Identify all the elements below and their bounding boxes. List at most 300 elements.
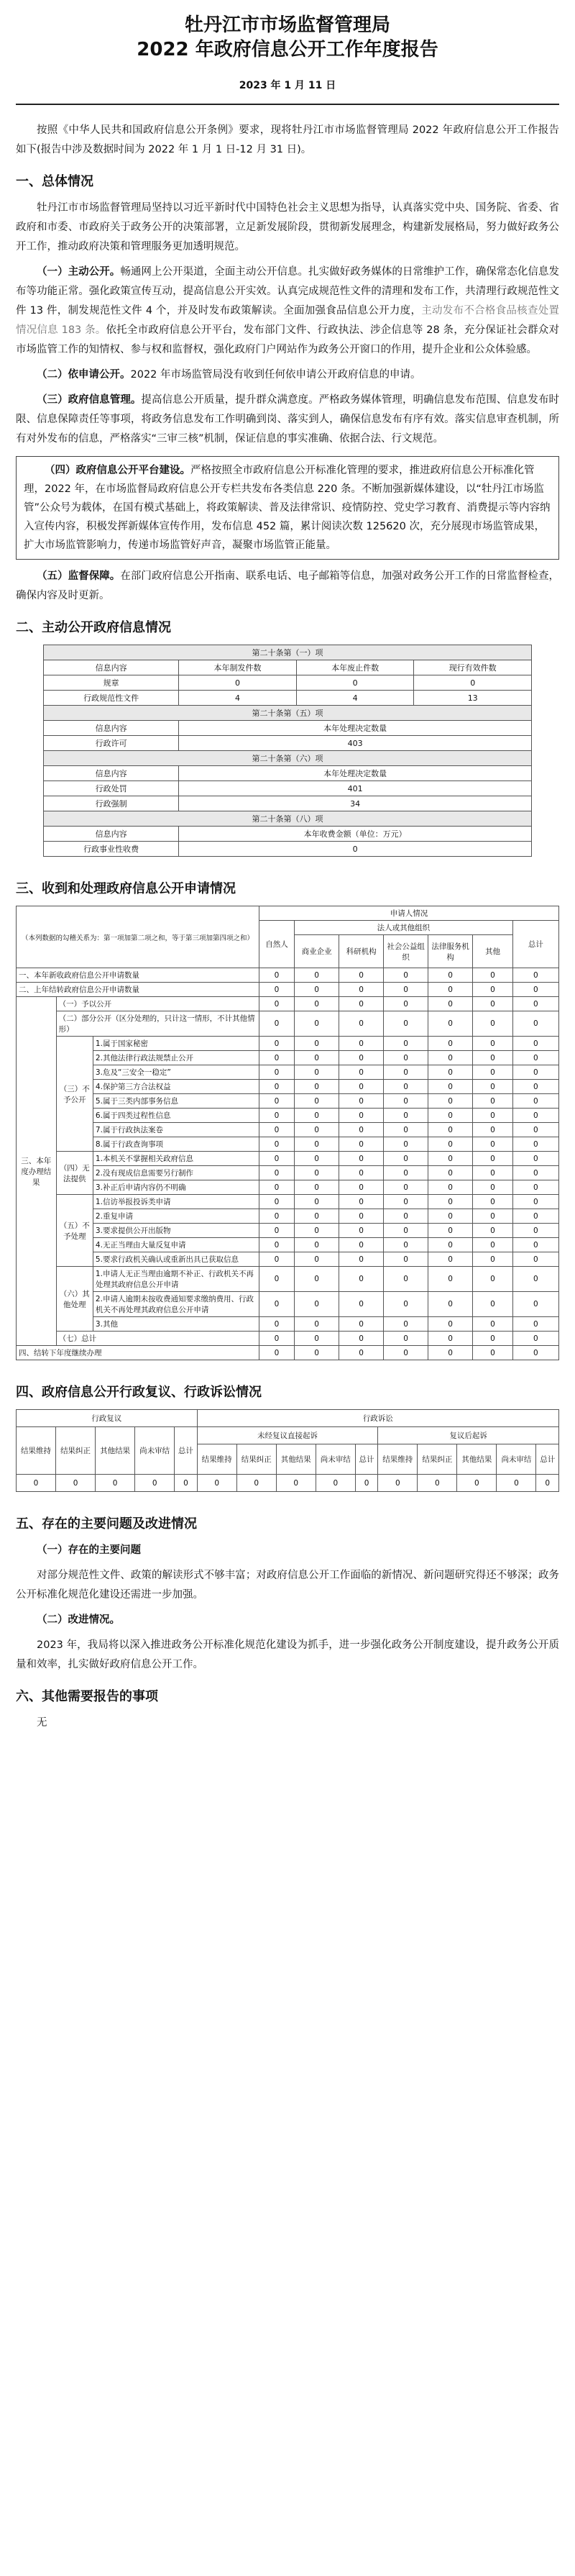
cell: 0 [295, 997, 339, 1011]
cell: 0 [259, 1152, 294, 1166]
cell: 0 [428, 1065, 473, 1080]
p2-text: 2022 年市场监管局没有收到任何依申请公开政府信息的申请。 [130, 369, 421, 381]
p1-gray: 主动发布不合格食品核查处置情况信息 183 条。 [16, 305, 560, 336]
p5-text: 在部门政府信息公开指南、联系电话、电子邮箱等信息，加强对政务公开工作的日常监督检查，确保内容及时更新。 [16, 570, 559, 601]
cell: 0 [259, 1252, 294, 1267]
cell: 0 [259, 1195, 294, 1209]
cell: 0 [197, 1475, 236, 1492]
col-total: 总计 [512, 921, 558, 968]
row-label: 2.重复申请 [93, 1209, 259, 1224]
cell: 0 [473, 1332, 513, 1346]
table-row [17, 1292, 559, 1317]
table-row [44, 796, 532, 811]
group-label-three: 三、本年度办理结果 [17, 997, 57, 1346]
row-label: 5.属于三类内部事务信息 [93, 1094, 259, 1109]
cell: 0 [473, 1166, 513, 1180]
cell: 0 [339, 1292, 384, 1317]
cell: 0 [56, 1475, 96, 1492]
p5-title: （五）监督保障。 [37, 570, 121, 582]
section4-heading: 四、政府信息公开行政复议、行政诉讼情况 [16, 1385, 262, 1400]
cell: 0 [473, 1037, 513, 1051]
cell: 0 [428, 1346, 473, 1360]
s5-sub1-text: 对部分规范性文件、政策的解读形式不够丰富；对政府信息公开工作面临的新情况、新问题研究得还不够深；政务公开标准化规范化建设还需进一步加强。 [16, 1570, 559, 1601]
row-label: 4.保护第三方合法权益 [93, 1080, 259, 1094]
cell: 0 [512, 983, 558, 997]
p1-text2: 依托全市政府信息公开平台，发布部门文件、行政执法、涉企信息等 28 条，充分保证社会群众对市场监管工作的知情权、参与权和监督权，强化政府门户网站作为政务公开窗口的作用，提升企业和公众体验感。 [16, 324, 559, 355]
row-label: 1.本机关不掌握相关政府信息 [93, 1152, 259, 1166]
col-header: 其他结果 [276, 1444, 316, 1475]
col-sub: 法律服务机构 [428, 935, 473, 968]
cell: 0 [384, 1238, 428, 1252]
cell: 0 [428, 1080, 473, 1094]
cell: 0 [428, 1224, 473, 1238]
cell: 0 [295, 1292, 339, 1317]
p2-title: （二）依申请公开。 [37, 369, 131, 381]
row-label: 8.属于行政查询事项 [93, 1137, 259, 1152]
cell: 0 [135, 1475, 175, 1492]
cell: 0 [339, 997, 384, 1011]
table-row [17, 1094, 559, 1109]
t1-header: 本年废止件数 [296, 660, 414, 675]
table-row [17, 1080, 559, 1094]
cell: 0 [295, 1267, 339, 1292]
cell: 0 [259, 1209, 294, 1224]
cell: 0 [428, 1252, 473, 1267]
cell: 0 [512, 1252, 558, 1267]
cell: 0 [295, 1011, 339, 1037]
cell: 0 [512, 1166, 558, 1180]
cell: 0 [473, 1011, 513, 1037]
cell: 4 [296, 691, 414, 706]
table-row [17, 1166, 559, 1180]
t1-header: 信息内容 [44, 660, 179, 675]
t4-header: 信息内容 [44, 827, 179, 842]
row-label: 5.要求行政机关确认或重新出具已获取信息 [93, 1252, 259, 1267]
section2-heading: 二、主动公开政府信息情况 [16, 620, 171, 635]
cell: 0 [473, 997, 513, 1011]
cell: 0 [473, 1065, 513, 1080]
cell: 0 [339, 968, 384, 983]
cell: 0 [295, 1152, 339, 1166]
cell: 0 [384, 1267, 428, 1292]
not-first-header: 未经复议直接起诉 [197, 1427, 378, 1444]
col-header: 结果维持 [197, 1444, 236, 1475]
cell: 0 [512, 1137, 558, 1152]
cell: 0 [384, 1152, 428, 1166]
section5-heading: 五、存在的主要问题及改进情况 [16, 1516, 197, 1532]
table-row [17, 968, 559, 983]
cell: 0 [473, 1209, 513, 1224]
cell: 4 [179, 691, 297, 706]
cell: 0 [428, 1123, 473, 1137]
table-row [17, 1037, 559, 1051]
cell: 0 [339, 1137, 384, 1152]
col-legal: 法人或其他组织 [295, 921, 513, 935]
cell: 0 [428, 983, 473, 997]
cell: 0 [384, 1292, 428, 1317]
table-row [17, 1011, 559, 1037]
cell: 0 [428, 1209, 473, 1224]
cell: 0 [428, 1094, 473, 1109]
cell: 0 [339, 983, 384, 997]
cell: 0 [384, 1094, 428, 1109]
cell: 0 [512, 968, 558, 983]
cell: 0 [295, 1166, 339, 1180]
cell: 0 [316, 1475, 355, 1492]
cell: 0 [295, 1109, 339, 1123]
cell: 13 [414, 691, 532, 706]
cell: 0 [295, 1180, 339, 1195]
cell: 0 [428, 1109, 473, 1123]
cell: 0 [175, 1475, 197, 1492]
intro-paragraph: 按照《中华人民共和国政府信息公开条例》要求，现将牡丹江市市场监督管理局 2022 年政府信息公开工作报告如下(报告中涉及数据时间为 2022 年 1 月 1 日-12 月 31 日)。 [16, 124, 559, 155]
p4-title: （四）政府信息公开平台建设。 [45, 465, 190, 476]
cell: 0 [339, 1109, 384, 1123]
cell: 0 [384, 1065, 428, 1080]
cell: 0 [384, 1332, 428, 1346]
cell: 行政处罚 [44, 781, 179, 796]
p1-title: （一）主动公开。 [37, 266, 121, 278]
cell: 0 [259, 1094, 294, 1109]
cell: 0 [295, 1123, 339, 1137]
row-label: （七）总计 [56, 1332, 259, 1346]
row-label: 二、上年结转政府信息公开申请数量 [17, 983, 259, 997]
table-row [17, 1252, 559, 1267]
t3-caption: 第二十条第（六）项 [44, 751, 532, 766]
cell: 0 [428, 1051, 473, 1065]
cell: 0 [497, 1475, 536, 1492]
cell: 401 [179, 781, 532, 796]
cell: 0 [418, 1475, 457, 1492]
section1-heading: 一、总体情况 [16, 174, 93, 189]
cell: 0 [259, 1292, 294, 1317]
cell: 0 [384, 1137, 428, 1152]
cell: 0 [428, 997, 473, 1011]
col-header: 结果纠正 [418, 1444, 457, 1475]
col-sub: 商业企业 [295, 935, 339, 968]
cell: 0 [512, 1238, 558, 1252]
s5-sub2-text: 2023 年，我局将以深入推进政务公开标准化规范化建设为抓手，进一步强化政务公开制度建设，提升政务公开质量和效率，扎实做好政府信息公开工作。 [16, 1639, 559, 1670]
table-row [17, 1123, 559, 1137]
cell: 0 [384, 1252, 428, 1267]
section6-text: 无 [37, 1717, 47, 1729]
cell: 0 [295, 1346, 339, 1360]
cell: 0 [384, 1011, 428, 1037]
cell: 0 [259, 983, 294, 997]
cell: 0 [296, 675, 414, 691]
cell: 0 [512, 1123, 558, 1137]
section6-heading: 六、其他需要报告的事项 [16, 1689, 158, 1704]
cell: 行政许可 [44, 736, 179, 751]
cell: 0 [295, 983, 339, 997]
table-row [17, 997, 559, 1011]
col-header: 结果维持 [378, 1444, 418, 1475]
cell: 0 [236, 1475, 276, 1492]
cell: 0 [295, 1080, 339, 1094]
table-row [44, 842, 532, 857]
cell: 0 [259, 1224, 294, 1238]
cell: 0 [339, 1209, 384, 1224]
cell: 行政强制 [44, 796, 179, 811]
cell: 0 [473, 1080, 513, 1094]
cell: 0 [339, 1332, 384, 1346]
cell: 0 [384, 1224, 428, 1238]
title-line-2: 2022 年政府信息公开工作年度报告 [137, 39, 438, 60]
cell: 0 [473, 1252, 513, 1267]
cell: 0 [384, 1037, 428, 1051]
t4-header: 本年收费金额（单位：万元） [179, 827, 532, 842]
cell: 0 [339, 1238, 384, 1252]
application-table [16, 906, 559, 1360]
group-label: （五）不予处理 [56, 1195, 93, 1267]
cell: 0 [259, 997, 294, 1011]
row-label: 1.信访举报投诉类申请 [93, 1195, 259, 1209]
cell: 0 [339, 1037, 384, 1051]
cell: 0 [428, 1317, 473, 1332]
cell: 0 [512, 1065, 558, 1080]
row-label: 1.申请人无正当理由逾期不补正、行政机关不再处理其政府信息公开申请 [93, 1267, 259, 1292]
row-label: （一）予以公开 [56, 997, 259, 1011]
cell: 0 [414, 675, 532, 691]
cell: 行政规范性文件 [44, 691, 179, 706]
cell: 0 [512, 1037, 558, 1051]
cell: 0 [384, 1195, 428, 1209]
row-label: 4.无正当理由大量反复申请 [93, 1238, 259, 1252]
cell: 0 [339, 1051, 384, 1065]
table-row [17, 1109, 559, 1123]
cell: 规章 [44, 675, 179, 691]
review-litigation-table [16, 1409, 559, 1492]
report-date: 2023 年 1 月 11 日 [239, 80, 336, 91]
cell: 0 [339, 1195, 384, 1209]
active-disclosure-table [43, 645, 532, 857]
cell: 0 [512, 1195, 558, 1209]
cell: 0 [384, 1317, 428, 1332]
table-row [44, 675, 532, 691]
cell: 0 [428, 968, 473, 983]
cell: 0 [295, 1332, 339, 1346]
t1-header: 现行有效件数 [414, 660, 532, 675]
cell: 0 [384, 968, 428, 983]
row-label: 2.申请人逾期未按收费通知要求缴纳费用、行政机关不再处理其政府信息公开申请 [93, 1292, 259, 1317]
cell: 0 [473, 1195, 513, 1209]
cell: 0 [259, 1332, 294, 1346]
cell: 0 [384, 983, 428, 997]
row-label: 2.没有现成信息需要另行制作 [93, 1166, 259, 1180]
cell: 0 [339, 1224, 384, 1238]
cell: 0 [428, 1037, 473, 1051]
row-label: 2.其他法律行政法规禁止公开 [93, 1051, 259, 1065]
t2-header: 信息内容 [44, 721, 179, 736]
col-natural: 自然人 [259, 921, 294, 968]
cell: 0 [295, 1051, 339, 1065]
cell: 0 [384, 1123, 428, 1137]
cell: 0 [339, 1180, 384, 1195]
cell: 0 [179, 842, 532, 857]
p3-title: （三）政府信息管理。 [37, 394, 142, 406]
section1-p3 [16, 391, 559, 449]
cell: 0 [512, 1152, 558, 1166]
row-label: 3.其他 [93, 1317, 259, 1332]
cell: 0 [512, 1332, 558, 1346]
title-divider [16, 104, 559, 105]
cell: 0 [473, 1051, 513, 1065]
section3-heading: 三、收到和处理政府信息公开申请情况 [16, 881, 236, 896]
cell: 0 [96, 1475, 135, 1492]
row-label: 3.要求提供公开出版物 [93, 1224, 259, 1238]
cell: 0 [339, 1317, 384, 1332]
col-top: 申请人情况 [259, 906, 558, 921]
cell: 0 [512, 1011, 558, 1037]
p3-text: 提高信息公开质量，提升群众满意度。严格政务媒体管理，明确信息发布范围、信息发布时限、信息保障责任等事项，将政务信息发布工作明确到岗、落实到人，确保信息发布有序有效。落实信息审查机制，所有对外发布的信息，严格落实“三审三核”机制，保证信息的事实准确、依据合法、行文规范。 [16, 394, 560, 445]
cell: 0 [355, 1475, 377, 1492]
cell: 0 [259, 1166, 294, 1180]
table-row [17, 1152, 559, 1166]
cell: 0 [259, 1137, 294, 1152]
col-header: 总计 [355, 1444, 377, 1475]
cell: 0 [512, 1209, 558, 1224]
cell: 0 [295, 1238, 339, 1252]
cell: 0 [384, 1346, 428, 1360]
section1-p4-box [16, 456, 559, 560]
cell: 0 [428, 1137, 473, 1152]
t3-header: 本年处理决定数量 [179, 766, 532, 781]
cell: 0 [512, 1051, 558, 1065]
cell: 0 [512, 1224, 558, 1238]
col-header: 总计 [536, 1444, 559, 1475]
col-header: 总计 [175, 1427, 197, 1475]
table-row [44, 691, 532, 706]
cell: 0 [295, 1317, 339, 1332]
cell: 0 [295, 1195, 339, 1209]
cell: 0 [259, 1346, 294, 1360]
row-label: 四、结转下年度继续办理 [17, 1346, 259, 1360]
table-row [44, 736, 532, 751]
cell: 0 [339, 1094, 384, 1109]
p4-text: 严格按照全市政府信息公开标准化管理的要求，推进政府信息公开标准化管理，2022 年，在市场监督局政府信息公开专栏共发布各类信息 220 条。不断加强新媒体建设，以“牡丹江市场监管”公众号为载体，在国有模式基础上，将政策解读、普及法律常识、疫情防控、党史学习教育、消费提示等内容纳入宣传内容，积极发挥新媒体宣传作用，发布信息 452 篇，累计阅读次数 125620 次，充分展现市场监管成果，扩大市场监管影响力，传递市场监管好声音，凝聚市场监管正能量。 [24, 465, 551, 551]
cell: 0 [473, 1109, 513, 1123]
cell: 0 [339, 1080, 384, 1094]
cell: 0 [384, 997, 428, 1011]
row-label: 一、本年新收政府信息公开申请数量 [17, 968, 259, 983]
s5-sub1-title: （一）存在的主要问题 [37, 1544, 141, 1556]
cell: 0 [428, 1166, 473, 1180]
cell: 0 [295, 1224, 339, 1238]
cell: 0 [473, 1123, 513, 1137]
cell: 0 [259, 1123, 294, 1137]
cell: 0 [512, 1317, 558, 1332]
cell: 0 [473, 968, 513, 983]
table-row [17, 1238, 559, 1252]
col-header: 结果维持 [17, 1427, 56, 1475]
cell: 0 [536, 1475, 559, 1492]
table-row [17, 1346, 559, 1360]
cell: 0 [428, 1011, 473, 1037]
cell: 0 [259, 1080, 294, 1094]
cell: 0 [512, 1080, 558, 1094]
cell: 0 [428, 1152, 473, 1166]
t4-caption: 第二十条第（八）项 [44, 811, 532, 827]
cell: 0 [512, 997, 558, 1011]
cell: 0 [512, 1109, 558, 1123]
table-row [17, 983, 559, 997]
cell: 0 [295, 1037, 339, 1051]
cell: 0 [473, 1094, 513, 1109]
t2-header: 本年处理决定数量 [179, 721, 532, 736]
col-sub: 其他 [473, 935, 513, 968]
lit-header: 行政诉讼 [197, 1410, 558, 1427]
cell: 34 [179, 796, 532, 811]
row-label: 3.补正后申请内容仍不明确 [93, 1180, 259, 1195]
recon-header: 行政复议 [17, 1410, 198, 1427]
t3-header: 信息内容 [44, 766, 179, 781]
cell: 0 [339, 1123, 384, 1137]
col-header: 尚未审结 [316, 1444, 355, 1475]
group-label: （六）其他处理 [56, 1267, 93, 1332]
cell: 0 [259, 1238, 294, 1252]
after-header: 复议后起诉 [378, 1427, 559, 1444]
cell: 0 [259, 1051, 294, 1065]
cell: 0 [428, 1238, 473, 1252]
section1-p0: 牡丹江市市场监督管理局坚持以习近平新时代中国特色社会主义思想为指导，认真落实党中央、国务院、省委、省政府和市委、市政府关于政务公开的决策部署，立足新发展阶段，贯彻新发展理念，构建新发展格局，努力做好政务公开工作，推动政府决策和管理服务更加透明规范。 [16, 202, 559, 252]
row-label: 7.属于行政执法案卷 [93, 1123, 259, 1137]
table-row [17, 1180, 559, 1195]
cell: 0 [339, 1346, 384, 1360]
cell: 0 [473, 1317, 513, 1332]
row-label: （二）部分公开（区分处理的，只计这一情形，不计其他情形） [56, 1011, 259, 1037]
table-row [17, 1051, 559, 1065]
cell: 0 [457, 1475, 497, 1492]
section1-p5 [16, 567, 559, 606]
cell: 0 [339, 1011, 384, 1037]
cell: 0 [512, 1267, 558, 1292]
cell: 0 [473, 983, 513, 997]
table-row [17, 1224, 559, 1238]
t1-header: 本年制发件数 [179, 660, 297, 675]
row-label: 6.属于四类过程性信息 [93, 1109, 259, 1123]
cell: 0 [339, 1166, 384, 1180]
report-title [16, 13, 559, 62]
cell: 0 [384, 1051, 428, 1065]
table-row [44, 781, 532, 796]
cell: 0 [473, 1137, 513, 1152]
cell: 0 [17, 1475, 56, 1492]
cell: 0 [512, 1346, 558, 1360]
cell: 0 [339, 1267, 384, 1292]
table-row [17, 1475, 559, 1492]
cell: 0 [384, 1180, 428, 1195]
cell: 0 [512, 1292, 558, 1317]
section1-p1 [16, 263, 559, 360]
cell: 0 [428, 1195, 473, 1209]
cell: 0 [259, 1065, 294, 1080]
col-header: 尚未审结 [135, 1427, 175, 1475]
table-corner-note: （本列数据的勾稽关系为：第一项加第二项之和，等于第三项加第四项之和） [17, 906, 259, 968]
section1-p2 [16, 365, 559, 385]
table-row [17, 1267, 559, 1292]
table-row [17, 1332, 559, 1346]
row-label: 1.属于国家秘密 [93, 1037, 259, 1051]
cell: 0 [259, 1037, 294, 1051]
cell: 0 [259, 1317, 294, 1332]
table-row [17, 1209, 559, 1224]
cell: 0 [259, 1109, 294, 1123]
cell: 0 [473, 1238, 513, 1252]
p1-text: 畅通网上公开渠道，全面主动公开信息。扎实做好政务媒体的日常维护工作，确保常态化信息发布等功能正常。强化政策宣传互动，提高信息公开实效。认真完成规范性文件的清理和发布工作，共清理行政规范性文件 13 件，制发规范性文件 4 个，并及时发布政策解读。全面加强食品信息公开力度， [16, 266, 559, 317]
cell: 0 [384, 1080, 428, 1094]
group-label: （四）无法提供 [56, 1152, 93, 1195]
col-header: 其他结果 [457, 1444, 497, 1475]
